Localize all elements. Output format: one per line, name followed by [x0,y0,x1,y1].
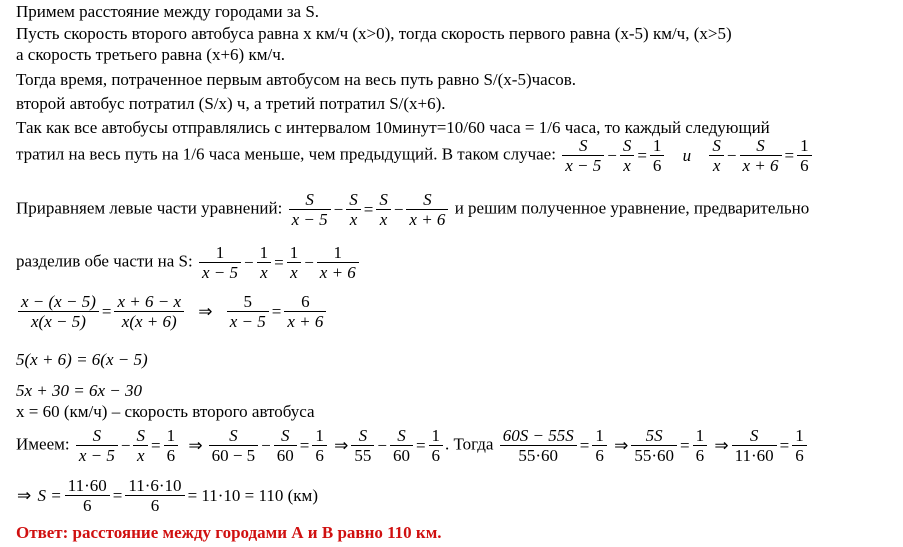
fraction: $\frac{S}{60}$ [274,426,297,465]
fraction: $\frac{x + 6 - x}{x(x + 6)}$ [114,292,184,331]
fraction: $\frac{S}{x}$ [620,136,635,175]
line-14: x = 60 (км/ч) – скорость второго автобуса [16,402,315,421]
line-15: Имеем: $\frac{S}{x - 5}$ − $\frac{S}{x}$ = $\frac{1}{6}$ ⇒ $\frac{S}{60 - 5}$ − $\frac{S}{60}$ = $\frac{1}{6}$ ⇒ $\frac{S}{55}$ − $\frac{S}{60}$ = $\frac{1}{6}$ . Тогда $\frac{60S - 55S}{55\cdot 60}$ = $\frac{1}{6}$ ⇒ $\frac{5S}{55\cdot 60}$ = $\frac{1}{6}$ ⇒ $\frac{S}{11\cdot 60}$ = $\frac{1}{6}$ [16,426,809,465]
fraction: $\frac{1}{6}$ [693,426,708,465]
line-7: тратил на весь путь на 1/6 часа меньше, чем предыдущий. В таком случае: $\frac{S}{x - 5}$ − $\frac{S}{x}$ = $\frac{1}{6}$ и $\frac{S}{x}$ − $\frac{S}{x + 6}$ = $\frac{1}{6}$ [16,136,814,175]
fraction: $\frac{S}{x}$ [376,190,391,229]
fraction: $\frac{S}{x - 5}$ [562,136,604,175]
fraction: $\frac{S}{x + 6}$ [740,136,782,175]
fraction: $\frac{S}{55}$ [351,426,374,465]
line-4: Тогда время, потраченное первым автобусом на весь путь равно S/(x-5)часов. [16,70,577,89]
fraction: $\frac{1}{6}$ [797,136,812,175]
fraction: $\frac{1}{6}$ [164,426,179,465]
line-8-text: Приравняем левые части уравнений: [16,198,283,218]
fraction: $\frac{1}{6}$ [792,426,807,465]
implies-icon: ⇒ [334,435,349,455]
line-15-text-2: . Тогда [445,434,494,454]
fraction: $\frac{x - (x - 5)}{x(x - 5)}$ [18,292,99,331]
fraction: $\frac{1}{6}$ [592,426,607,465]
implies-icon: ⇒ [198,301,213,321]
line-8-text-2: и решим полученное уравнение, предварительно [454,198,810,218]
implies-icon: ⇒ [714,435,729,455]
implies-icon: ⇒ [17,485,32,505]
implies-icon: ⇒ [188,435,203,455]
fraction: $\frac{11\cdot 60}{6}$ [65,476,110,515]
fraction: $\frac{S}{11\cdot 60}$ [732,426,777,465]
line-16: ⇒ S = $\frac{11\cdot 60}{6}$ = $\frac{11\cdot 6\cdot 10}{6}$ = 11·10 = 110 (км) [17,476,318,515]
line-3: а скорость третьего равна (х+6) км/ч. [16,45,286,64]
fraction: $\frac{S}{x}$ [709,136,724,175]
line-9: разделив обе части на S: $\frac{1}{x - 5}$ − $\frac{1}{x}$ = $\frac{1}{x}$ − $\frac{1}{x + 6}$ [16,243,361,282]
line-8: Приравняем левые части уравнений: $\frac{S}{x - 5}$ − $\frac{S}{x}$ = $\frac{S}{x}$ − $\frac{S}{x + 6}$ и решим полученное уравнение, предварительно [16,190,810,229]
line-1: Примем расстояние между городами за S. [16,2,320,21]
implies-icon: ⇒ [614,435,629,455]
fraction: $\frac{11\cdot 6\cdot 10}{6}$ [125,476,184,515]
fraction: $\frac{1}{x - 5}$ [199,243,241,282]
fraction: $\frac{5S}{55\cdot 60}$ [631,426,677,465]
line-7-text: тратил на весь путь на 1/6 часа меньше, чем предыдущий. В таком случае: [16,144,556,164]
fraction: $\frac{1}{x + 6}$ [317,243,359,282]
line-9-text: разделив обе части на S: [16,251,193,271]
fraction: $\frac{S}{x}$ [346,190,361,229]
line-2: Пусть скорость второго автобуса равна х км/ч (х>0), тогда скорость первого равна (х-5) км/ч, (х>5) [16,24,732,43]
fraction: $\frac{5}{x - 5}$ [227,292,269,331]
fraction: $\frac{S}{60}$ [390,426,413,465]
fraction: $\frac{1}{x}$ [287,243,302,282]
fraction: $\frac{S}{x + 6}$ [406,190,448,229]
line-15-text: Имеем: [16,434,70,454]
fraction: $\frac{60S - 55S}{55\cdot 60}$ [500,426,577,465]
fraction: $\frac{1}{6}$ [429,426,444,465]
line-12: 5(x + 6) = 6(x − 5) [16,350,148,369]
fraction: $\frac{1}{6}$ [312,426,327,465]
fraction: $\frac{1}{x}$ [257,243,272,282]
fraction: $\frac{S}{x - 5}$ [76,426,118,465]
line-13: 5x + 30 = 6x − 30 [16,381,143,400]
fraction: $\frac{S}{x - 5}$ [289,190,331,229]
fraction: $\frac{1}{6}$ [650,136,665,175]
fraction: $\frac{S}{x}$ [133,426,148,465]
answer-line: Ответ: расстояние между городами А и В равно 110 км. [16,523,442,542]
line-6: Так как все автобусы отправлялись с интервалом 10минут=10/60 часа = 1/6 часа, то каждый следующий [16,118,770,137]
fraction: $\frac{6}{x + 6}$ [284,292,326,331]
fraction: $\frac{S}{60 - 5}$ [209,426,259,465]
result-tail: = 11·10 = 110 (км) [187,485,318,505]
line-5: второй автобус потратил (S/x) ч, а третий потратил S/(x+6). [16,94,446,113]
and-word: и [682,145,692,165]
line-10: $\frac{x - (x - 5)}{x(x - 5)}$ = $\frac{x + 6 - x}{x(x + 6)}$ ⇒ $\frac{5}{x - 5}$ = $\frac{6}{x + 6}$ [16,292,328,331]
s-equals: S = [37,485,62,505]
